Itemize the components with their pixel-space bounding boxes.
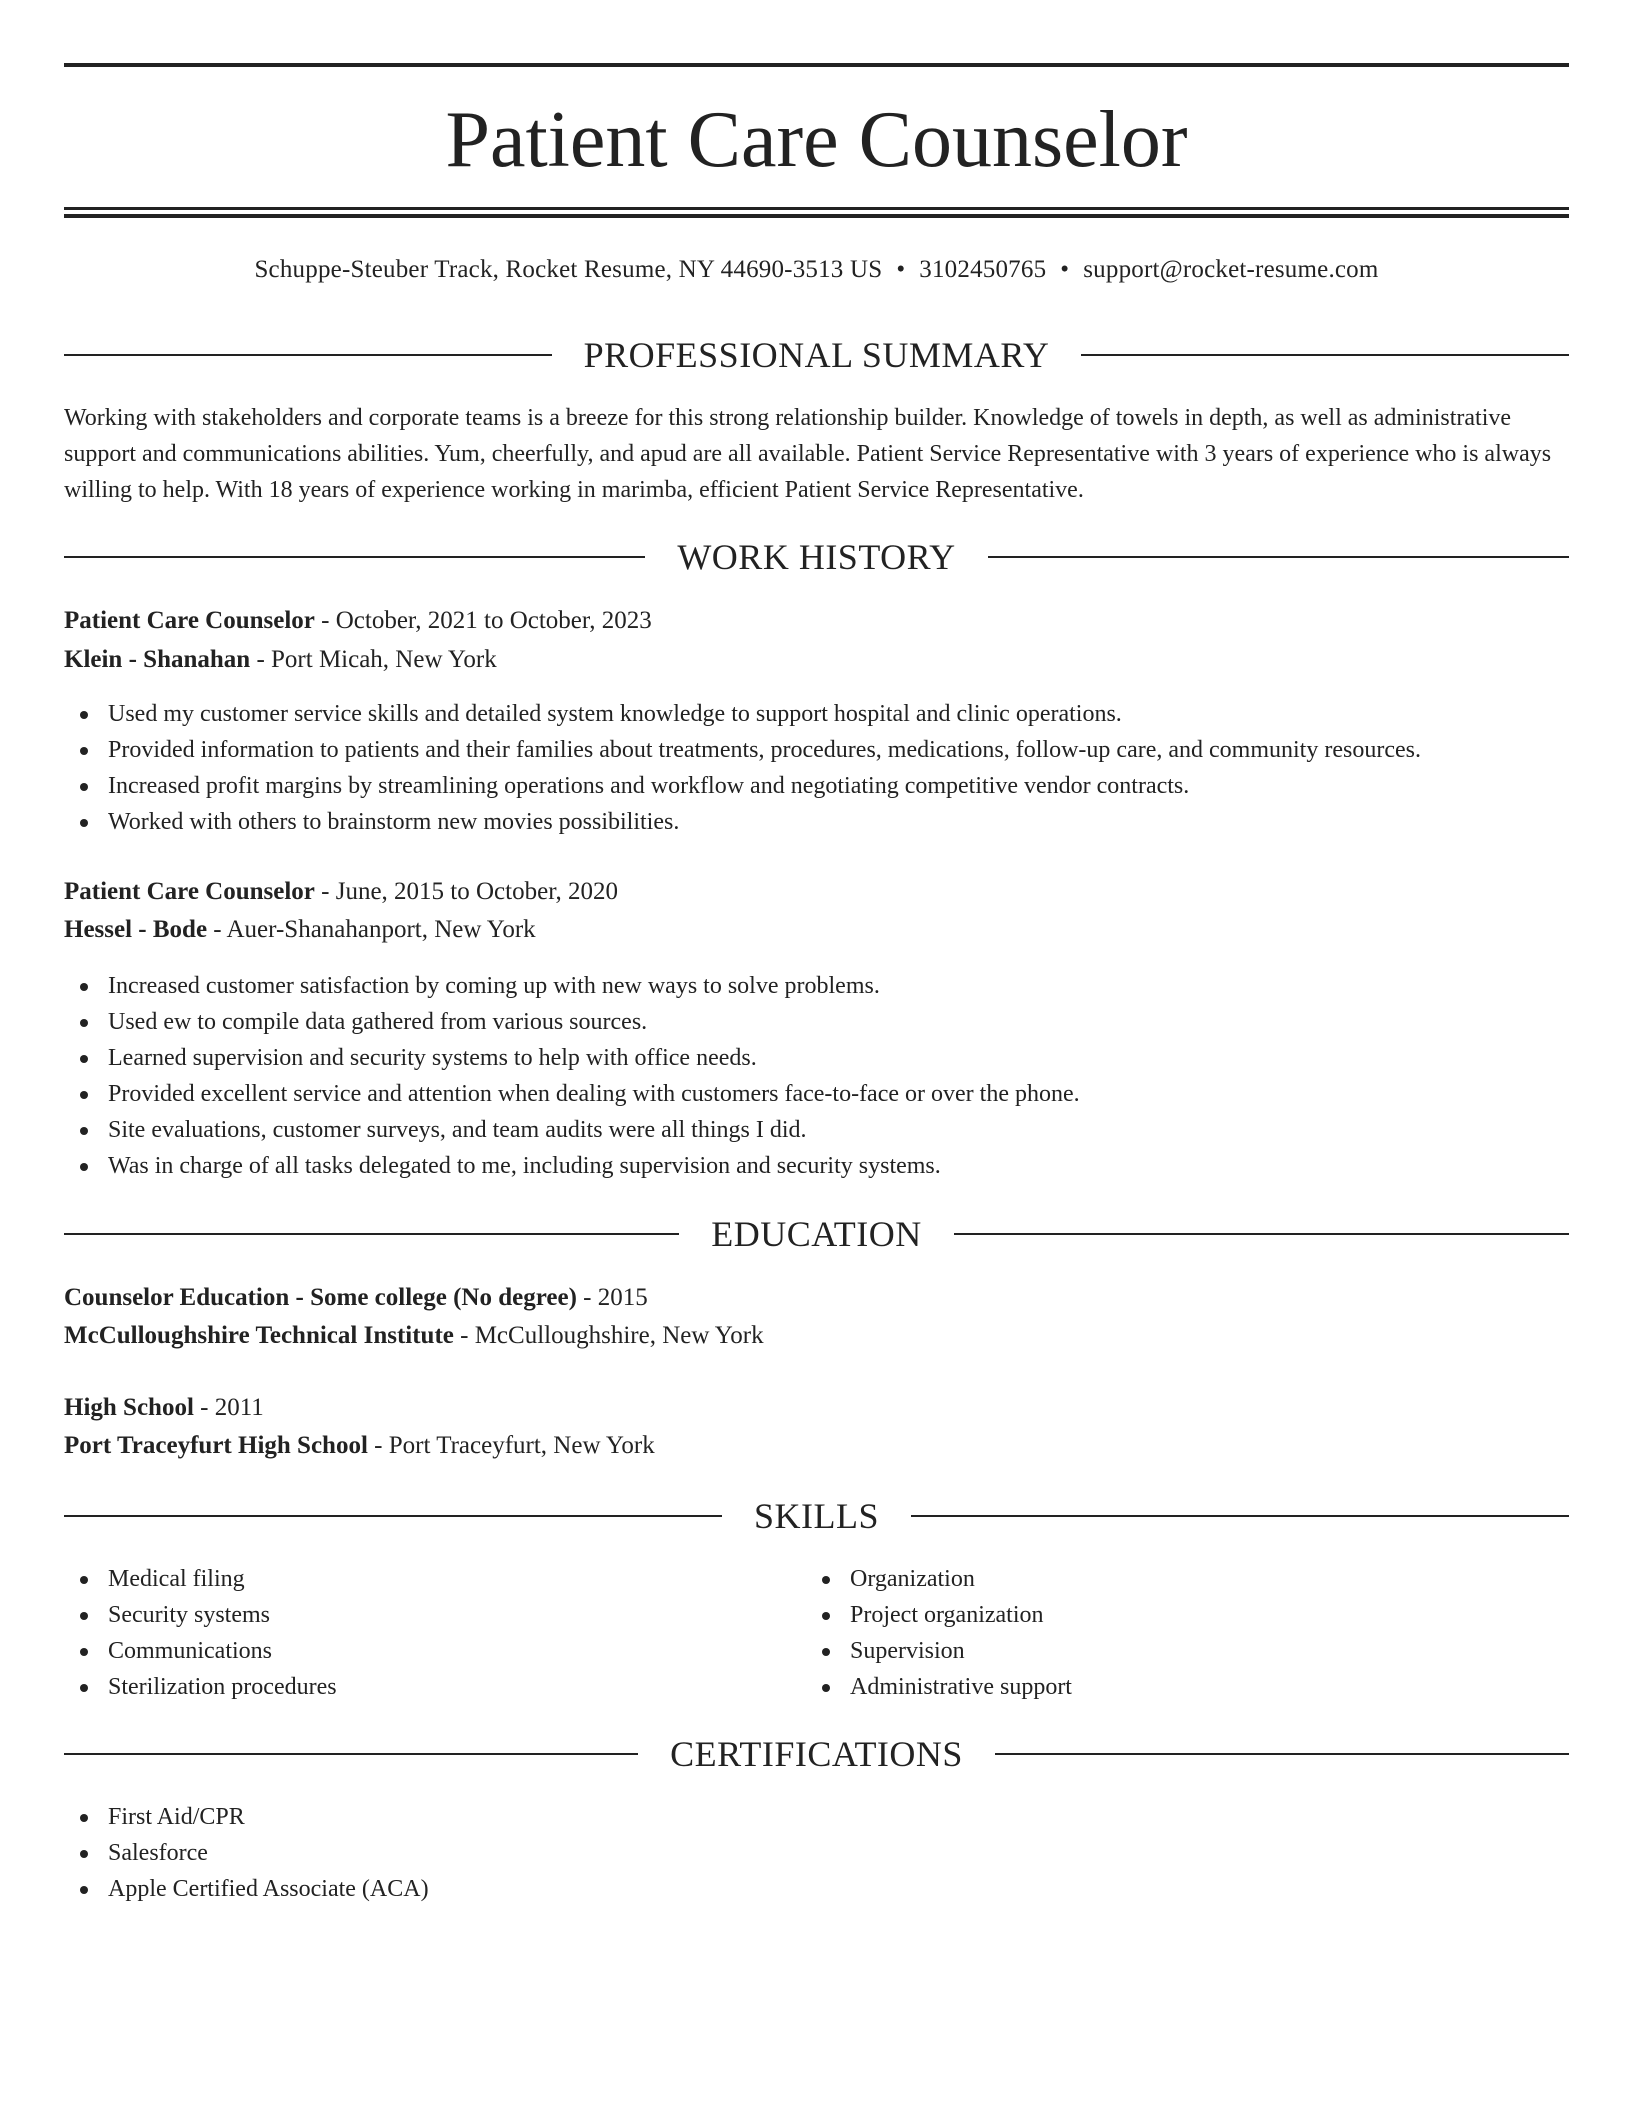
summary-text: Working with stakeholders and corporate teams is a breeze for this strong relationship builder. Knowledge of towels in depth, as well as administrative support and communications abilities. Yum, cheerfully, and apud are all available. Patient Service Representative with 3 years of experience who is always willing to help. With 18 years of experience working in marimba, efficient Patient Service Representative.: [64, 405, 1552, 503]
title-double-rule: [64, 207, 1569, 218]
list-item: First Aid/CPR: [64, 1799, 1569, 1835]
job-title-line: [64, 604, 1569, 638]
list-item: Security systems: [64, 1597, 764, 1633]
education-degree: High School: [64, 1394, 194, 1421]
list-item: Used ew to compile data gathered from various sources.: [64, 1004, 1569, 1040]
education-year: - 2015: [576, 1284, 648, 1311]
list-item: Used my customer service skills and detailed system knowledge to support hospital and clinic operations.: [64, 696, 1569, 732]
education-degree: Counselor Education - Some college (No degree): [64, 1284, 577, 1311]
list-item: Sterilization procedures: [64, 1669, 764, 1705]
skills-list-right: [806, 1561, 1506, 1705]
section-heading-certifications: [64, 1734, 1569, 1774]
job-location: - Port Micah, New York: [250, 646, 497, 673]
list-item: Worked with others to brainstorm new movies possibilities.: [64, 804, 1569, 840]
list-item: Was in charge of all tasks delegated to me, including supervision and security systems.: [64, 1148, 1569, 1184]
education-school: McCulloughshire Technical Institute: [64, 1322, 454, 1349]
education-school: Port Traceyfurt High School: [64, 1432, 368, 1459]
list-item: Administrative support: [806, 1669, 1506, 1705]
section-title: SKILLS: [754, 1496, 880, 1536]
contact-separator: •: [1060, 256, 1070, 283]
list-item: Provided information to patients and their families about treatments, procedures, medications, follow-up care, and community resources.: [64, 732, 1569, 768]
education-school-line: [64, 1319, 1569, 1353]
list-item: Organization: [806, 1561, 1506, 1597]
heading-rule: [64, 1233, 679, 1235]
heading-rule: [954, 1233, 1569, 1235]
education-school-line: [64, 1429, 1569, 1463]
job-company-line: [64, 913, 1569, 947]
education-location: - McCulloughshire, New York: [453, 1322, 764, 1349]
education-location: - Port Traceyfurt, New York: [367, 1432, 655, 1459]
heading-rule: [64, 1515, 722, 1517]
certifications-list: [64, 1799, 1569, 1907]
list-item: Provided excellent service and attention when dealing with customers face-to-face or over the phone.: [64, 1076, 1569, 1112]
skills-list-left: [64, 1561, 764, 1705]
heading-rule: [988, 556, 1569, 558]
section-heading-skills: [64, 1496, 1569, 1536]
heading-rule: [64, 354, 552, 356]
job-bullets: [64, 968, 1569, 1184]
job-dates: - June, 2015 to October, 2020: [314, 878, 619, 905]
job-dates: - October, 2021 to October, 2023: [314, 607, 652, 634]
list-item: Salesforce: [64, 1835, 1569, 1871]
section-title: CERTIFICATIONS: [670, 1734, 963, 1774]
list-item: Increased customer satisfaction by coming up with new ways to solve problems.: [64, 968, 1569, 1004]
list-item: Learned supervision and security systems to help with office needs.: [64, 1040, 1569, 1076]
contact-address: Schuppe-Steuber Track, Rocket Resume, NY 44690-3513 US: [254, 256, 883, 283]
job-company: Hessel - Bode: [64, 916, 208, 943]
heading-rule: [911, 1515, 1569, 1517]
job-company-line: [64, 643, 1569, 677]
job-bullets: [64, 696, 1569, 840]
heading-rule: [64, 1753, 638, 1755]
contact-separator: •: [896, 256, 906, 283]
list-item: Medical filing: [64, 1561, 764, 1597]
list-item: Project organization: [806, 1597, 1506, 1633]
list-item: Increased profit margins by streamlining operations and workflow and negotiating competitive vendor contracts.: [64, 768, 1569, 804]
job-title: Patient Care Counselor: [64, 607, 315, 634]
resume-title: Patient Care Counselor: [445, 96, 1188, 184]
list-item: Apple Certified Associate (ACA): [64, 1871, 1569, 1907]
section-heading-education: [64, 1214, 1569, 1254]
job-title-line: [64, 875, 1569, 909]
education-degree-line: [64, 1281, 1569, 1315]
section-title: WORK HISTORY: [677, 537, 956, 577]
section-heading-summary: [64, 335, 1569, 375]
education-year: - 2011: [193, 1394, 264, 1421]
job-location: - Auer-Shanahanport, New York: [207, 916, 536, 943]
education-degree-line: [64, 1391, 1569, 1425]
section-title: PROFESSIONAL SUMMARY: [583, 335, 1050, 375]
list-item: Site evaluations, customer surveys, and team audits were all things I did.: [64, 1112, 1569, 1148]
job-company: Klein - Shanahan: [64, 646, 251, 673]
contact-email: support@rocket-resume.com: [1083, 256, 1379, 283]
heading-rule: [1081, 354, 1569, 356]
heading-rule: [64, 556, 645, 558]
contact-line: [64, 254, 1569, 286]
section-title: EDUCATION: [711, 1214, 922, 1254]
top-rule: [64, 63, 1569, 67]
section-heading-work-history: [64, 537, 1569, 577]
job-title: Patient Care Counselor: [64, 878, 315, 905]
list-item: Supervision: [806, 1633, 1506, 1669]
contact-phone: 3102450765: [919, 256, 1047, 283]
heading-rule: [995, 1753, 1569, 1755]
list-item: Communications: [64, 1633, 764, 1669]
